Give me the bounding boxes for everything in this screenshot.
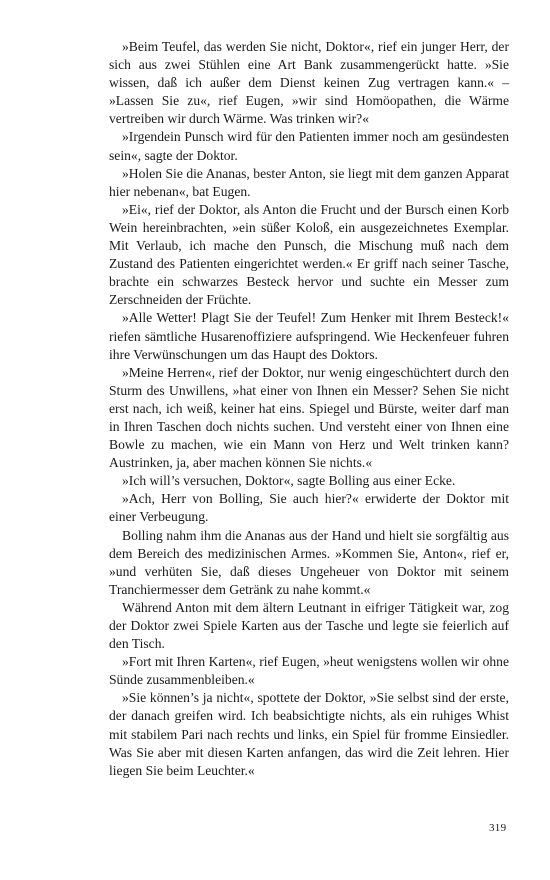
book-page-text [109, 38, 509, 780]
paragraph: »Ei«, rief der Doktor, als Anton die Frucht und der Bursch einen Korb Wein hereinbrachten, »ein süßer Koloß, ein ausgezeichnetes Exemplar. Mit Verlaub, ich mache den Punsch, die Mischung muß nach dem Zustand des Patienten eingerichtet werden.« Er griff nach seiner Tasche, brachte ein schwarzes Besteck hervor und suchte ein Messer zum Zerschneiden der Früchte. [109, 201, 509, 308]
paragraph: Bolling nahm ihm die Ananas aus der Hand und hielt sie sorgfältig aus dem Bereich des medizinischen Armes. »Kommen Sie, Anton«, rief er, »und verhüten Sie, daß dieses Ungeheuer von Doktor mit seinem Tranchiermesser dem Getränk zu nahe kommt.« [109, 527, 509, 597]
paragraph: »Ach, Herr von Bolling, Sie auch hier?« erwiderte der Doktor mit einer Verbeugung. [109, 491, 509, 525]
page-number: 319 [489, 822, 507, 834]
paragraph: »Alle Wetter! Plagt Sie der Teufel! Zum Henker mit Ihrem Besteck!« riefen sämtliche Husarenoffiziere aufspringend. Wie Heckenfeuer fuhren ihre Verwünschungen um das Haupt des Doktors. [109, 310, 509, 362]
paragraph: »Sie können’s ja nicht«, spottete der Doktor, »Sie selbst sind der erste, der danach greifen wird. Ich beabsichtigte nichts, als ein ruhiges Whist mit stabilem Pari nach rechts und links, ein Spiel für fromme Einsiedler. Was Sie aber mit diesen Karten anfangen, das wird die Zeit lehren. Hier liegen Sie beim Leuchter.« [109, 690, 509, 778]
paragraph: »Holen Sie die Ananas, bester Anton, sie liegt mit dem ganzen Apparat hier nebenan«, bat Eugen. [109, 165, 509, 199]
paragraph: »Irgendein Punsch wird für den Patienten immer noch am gesündesten sein«, sagte der Doktor. [109, 129, 509, 163]
paragraph: »Fort mit Ihren Karten«, rief Eugen, »heut wenigstens wollen wir ohne Sünde zusammenbleiben.« [109, 654, 509, 688]
paragraph: »Meine Herren«, rief der Doktor, nur wenig eingeschüchtert durch den Sturm des Unwillens, »hat einer von Ihnen ein Messer? Sehen Sie nicht erst nach, ich weiß, keiner hat eins. Spiegel und Bürste, weiter darf man in Ihren Taschen doch nichts suchen. Und versteht einer von Ihnen eine Bowle zu machen, wie ein Mann von Herz und Welt trinken kann? Austrinken, ja, aber machen können Sie nichts.« [109, 364, 509, 471]
paragraph: »Beim Teufel, das werden Sie nicht, Doktor«, rief ein junger Herr, der sich aus zwei Stühlen eine Art Bank zusammengerückt hatte. »Sie wissen, daß ich außer dem Dienst keinen Zug vertragen kann.« – »Lassen Sie zu«, rief Eugen, »wir sind Homöopathen, die Wärme vertreiben wir durch Wärme. Was trinken wir?« [109, 39, 509, 127]
paragraph: »Ich will’s versuchen, Doktor«, sagte Bolling aus einer Ecke. [122, 473, 456, 489]
paragraph: Während Anton mit dem ältern Leutnant in eifriger Tätigkeit war, zog der Doktor zwei Spiele Karten aus der Tasche und legte sie feierlich auf den Tisch. [109, 599, 509, 652]
